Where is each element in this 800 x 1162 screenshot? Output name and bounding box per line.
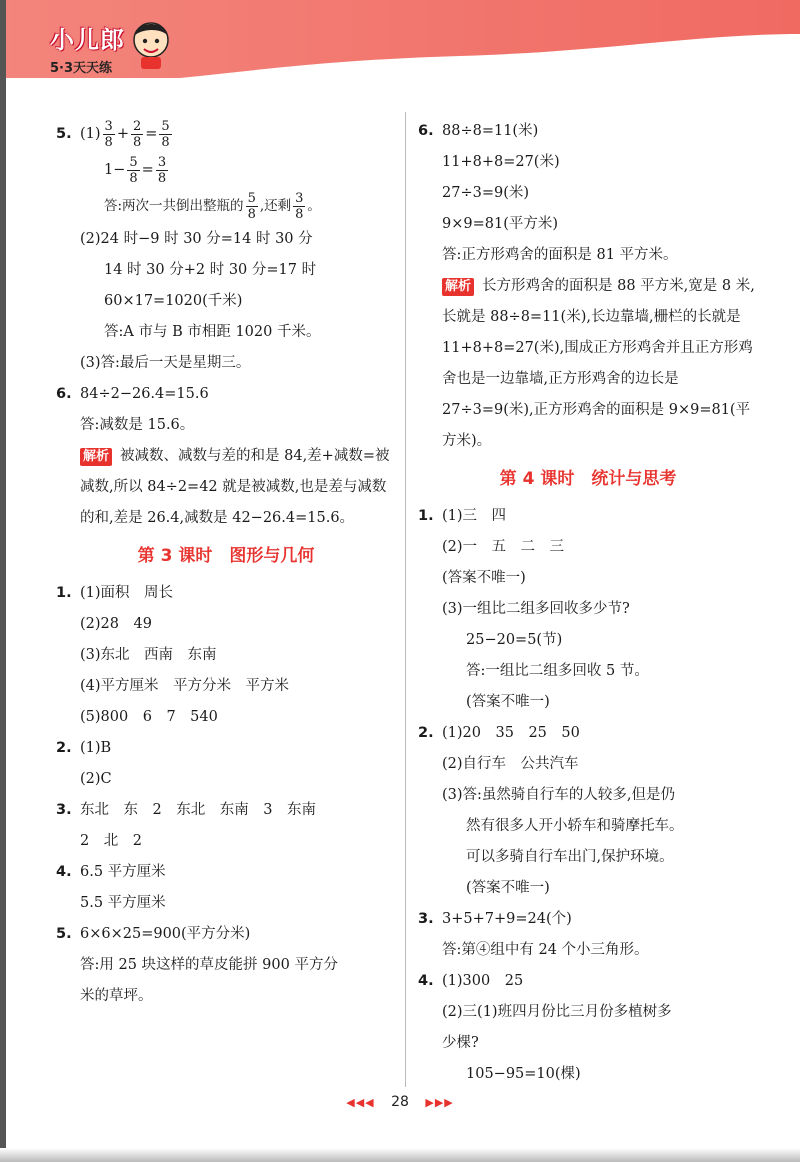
text-line: 11+8+8=27(米) [442, 154, 560, 170]
text-line: 3+5+7+9=24(个) [442, 911, 572, 927]
text-line: (3)东北 西南 东南 [80, 647, 217, 663]
analysis-text: 被减数、减数与差的和是 84,差+减数=被减数,所以 84÷2=42 就是被减数,也是差与减数的和,差是 26.4,减数是 42−26.4=15.6。 [80, 448, 390, 526]
fraction [156, 155, 168, 186]
brand-title: 小儿郎 [50, 26, 125, 54]
text-line: (3)答:虽然骑自行车的人较多,但是仍 [442, 787, 676, 803]
part-label: (1) [80, 126, 101, 142]
analysis-badge: 解析 [80, 448, 112, 466]
text-line: 米的草坪。 [80, 988, 153, 1004]
question-number: 2. [56, 740, 72, 756]
page-footer [0, 1094, 800, 1110]
denominator: 8 [132, 134, 142, 150]
numerator: 2 [132, 118, 142, 134]
question-number: 6. [418, 123, 434, 139]
question-number: 1. [418, 508, 434, 524]
numerator: 5 [247, 191, 256, 206]
text-line: (1)B [80, 740, 112, 756]
question-number: 3. [56, 802, 72, 818]
fraction [103, 119, 115, 150]
right-column [418, 116, 758, 1090]
question-number: 1. [56, 585, 72, 601]
text-line: (3)一组比二组多回收多少节? [442, 601, 630, 617]
page-edge [0, 0, 6, 1162]
text-line: 14 时 30 分+2 时 30 分=17 时 [104, 262, 317, 278]
analysis-block [56, 441, 396, 534]
text-line: (2)24 时−9 时 30 分=14 时 30 分 [80, 231, 313, 247]
text-line: 答:减数是 15.6。 [80, 417, 195, 433]
answer-5-part1-line1: 5. (1) $\frac{3}{8}$ + $\frac{2}{8}$ = $\frac{5}{8}$ [56, 116, 396, 152]
analysis-block [418, 271, 758, 457]
numerator: 5 [161, 118, 170, 134]
text-line: (2)一 五 二 三 [442, 539, 565, 555]
fraction [131, 119, 143, 150]
next-arrows-icon: ▶▶▶ [425, 1096, 454, 1109]
text-line: 9×9=81(平方米) [442, 216, 559, 232]
numerator: 3 [157, 154, 167, 170]
brand-subtitle: 5·3天天练 [50, 61, 113, 76]
text-line: 答:A 市与 B 市相距 1020 千米。 [104, 324, 321, 340]
answer-text: ,还剩 [259, 198, 292, 214]
question-number: 3. [418, 911, 434, 927]
text-line: 27÷3=9(米) [442, 185, 530, 201]
text-line: 6.5 平方厘米 [80, 864, 166, 880]
text-line: (1)300 25 [442, 973, 524, 989]
text-line: 少棵? [442, 1035, 479, 1051]
text-line: 答:第④组中有 24 个小三角形。 [442, 942, 649, 958]
text-line: 5.5 平方厘米 [80, 895, 166, 911]
fraction [127, 155, 139, 186]
text-line: (答案不唯一) [442, 570, 526, 586]
denominator: 8 [161, 134, 170, 150]
text-line: (5)800 6 7 540 [80, 709, 218, 725]
column-divider [405, 112, 406, 1087]
question-number: 6. [56, 386, 72, 402]
text-line: 60×17=1020(千米) [104, 293, 243, 309]
page-number: 28 [391, 1094, 409, 1110]
fraction [293, 191, 305, 222]
prev-arrows-icon: ◀◀◀ [346, 1096, 375, 1109]
question-number: 4. [56, 864, 72, 880]
text-line: (2)28 49 [80, 616, 152, 632]
fraction [246, 191, 258, 222]
text-line: (3)答:最后一天是星期三。 [80, 355, 251, 371]
text-line: 88÷8=11(米) [442, 123, 539, 139]
mascot-icon [130, 18, 172, 70]
numerator: 3 [104, 118, 113, 134]
text-line: (答案不唯一) [466, 880, 550, 896]
page-bottom-edge [0, 1148, 800, 1162]
question-number: 2. [418, 725, 434, 741]
question-number: 5. [56, 926, 72, 942]
analysis-badge: 解析 [442, 278, 474, 296]
left-column [56, 116, 396, 1012]
text-line: (2)C [80, 771, 112, 787]
answer-5-part1-line2: 1− $\frac{5}{8}$ = $\frac{3}{8}$ [104, 154, 167, 186]
text-line: (1)20 35 25 50 [442, 725, 580, 741]
brand-logo [50, 20, 125, 76]
text-line: (1)三 四 [442, 508, 507, 524]
denominator: 8 [247, 207, 256, 222]
answer-text: 答:两次一共倒出整瓶的 [104, 198, 244, 214]
text-line: 东北 东 2 东北 东南 3 东南 [80, 802, 316, 818]
text-line: 2 北 2 [80, 833, 142, 849]
question-number: 4. [418, 973, 434, 989]
denominator: 8 [104, 134, 113, 150]
text-line: (4)平方厘米 平方分米 平方米 [80, 678, 290, 694]
denominator: 8 [129, 170, 138, 186]
text-line: 答:用 25 块这样的草皮能拼 900 平方分 [80, 957, 338, 973]
expression-text: 1− [104, 162, 126, 178]
text-line: 可以多骑自行车出门,保护环境。 [466, 849, 674, 865]
text-line: 然有很多人开小轿车和骑摩托车。 [466, 818, 684, 834]
numerator: 5 [129, 154, 138, 170]
text-line: (2)三(1)班四月份比三月份多植树多 [442, 1004, 672, 1020]
analysis-text: 长方形鸡舍的面积是 88 平方米,宽是 8 米,长就是 88÷8=11(米),长边靠墙,栅栏的长就是 11+8+8=27(米),围成正方形鸡舍并且正方形鸡舍也是一边靠墙,正方形鸡舍的边长是 27÷3=9(米),正方形鸡舍的面积是 9×9=81(平方米)。 [442, 278, 755, 449]
denominator: 8 [295, 207, 304, 222]
section-title-4: 第 4 课时 统计与思考 [499, 469, 677, 489]
text-line: 84÷2−26.4=15.6 [80, 386, 209, 402]
text-line: (2)自行车 公共汽车 [442, 756, 579, 772]
answer-text: 。 [307, 198, 321, 214]
fraction [159, 119, 171, 150]
text-line: 25−20=5(节) [466, 632, 563, 648]
text-line: (1)面积 周长 [80, 585, 174, 601]
text-line: 答:正方形鸡舍的面积是 81 平方米。 [442, 247, 678, 263]
answer-5-part1-answer [56, 188, 396, 224]
denominator: 8 [157, 170, 167, 186]
section-title-3: 第 3 课时 图形与几何 [137, 546, 315, 566]
text-line: 6×6×25=900(平方分米) [80, 926, 251, 942]
numerator: 3 [295, 191, 304, 206]
question-number: 5. [56, 126, 72, 142]
text-line: 答:一组比二组多回收 5 节。 [466, 663, 649, 679]
text-line: (答案不唯一) [466, 694, 550, 710]
text-line: 105−95=10(棵) [466, 1066, 581, 1082]
